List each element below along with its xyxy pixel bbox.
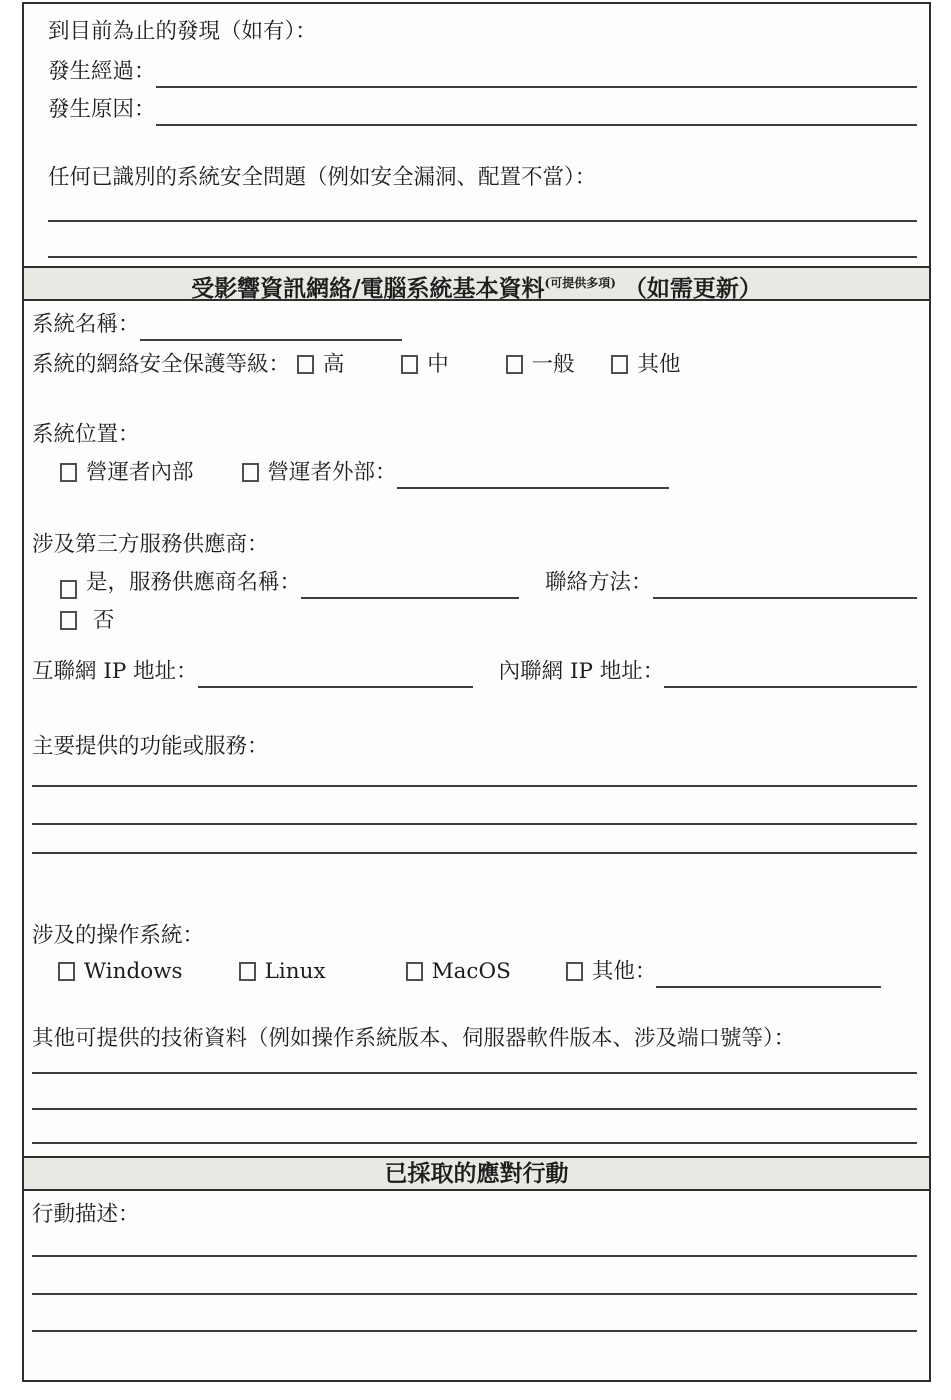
issues-write-line-1[interactable] bbox=[48, 220, 917, 222]
third-party-yes-checkbox[interactable] bbox=[60, 580, 77, 599]
protection-option-other: 其他 bbox=[611, 352, 680, 377]
location-internal-option: 營運者內部 bbox=[60, 457, 194, 489]
protection-option-general: 一般 bbox=[506, 352, 575, 377]
third-party-no-checkbox[interactable] bbox=[60, 611, 77, 630]
tech-info-label: 其他可提供的技術資料（例如操作系統版本、伺服器軟件版本、涉及端口號等）： bbox=[32, 1026, 796, 1051]
location-label: 系統位置： bbox=[32, 422, 140, 447]
services-write-line-2[interactable] bbox=[32, 823, 917, 825]
affected-system-title: 受影響資訊網絡/電腦系統基本資料 bbox=[191, 275, 545, 302]
affected-system-header bbox=[24, 266, 929, 301]
tech-info-write-line-1[interactable] bbox=[32, 1072, 917, 1074]
contact-method-write-line[interactable] bbox=[653, 573, 917, 599]
course-label: 發生經過： bbox=[48, 59, 156, 84]
ip-address-row bbox=[32, 656, 917, 688]
issues-label: 任何已識別的系統安全問題（例如安全漏洞、配置不當）： bbox=[48, 165, 597, 190]
services-write-line-3[interactable] bbox=[32, 852, 917, 854]
os-other-write-line[interactable] bbox=[656, 962, 881, 988]
protection-general-checkbox[interactable] bbox=[506, 355, 523, 374]
location-external-write-line[interactable] bbox=[397, 463, 669, 489]
third-party-no-row bbox=[32, 605, 917, 637]
os-option-other: 其他： bbox=[566, 956, 657, 988]
os-other-checkbox[interactable] bbox=[566, 962, 583, 981]
incident-report-form bbox=[22, 2, 931, 1382]
os-macos-checkbox[interactable] bbox=[406, 962, 423, 981]
services-write-line-1[interactable] bbox=[32, 785, 917, 787]
intranet-ip-write-line[interactable] bbox=[664, 662, 917, 688]
location-internal-checkbox[interactable] bbox=[60, 463, 77, 482]
intranet-ip-label: 內聯網 IP 地址： bbox=[498, 659, 665, 684]
affected-system-suffix: （如需更新） bbox=[623, 275, 762, 302]
protection-option-high: 高 bbox=[297, 352, 345, 377]
cause-label: 發生原因： bbox=[48, 97, 156, 122]
course-write-line[interactable] bbox=[156, 62, 917, 88]
third-party-contact-label: 聯絡方法： bbox=[545, 570, 653, 595]
tech-info-write-line-2[interactable] bbox=[32, 1108, 917, 1110]
protection-option-medium: 中 bbox=[401, 352, 449, 377]
system-name-row bbox=[32, 309, 917, 341]
location-external-checkbox[interactable] bbox=[242, 463, 259, 482]
os-label: 涉及的操作系統： bbox=[32, 923, 205, 948]
third-party-yes-row bbox=[32, 567, 917, 599]
protection-medium-checkbox[interactable] bbox=[401, 355, 418, 374]
action-write-line-3[interactable] bbox=[32, 1330, 917, 1332]
os-option-macos: MacOS bbox=[406, 956, 511, 988]
affected-system-superscript: (可提供多項) bbox=[544, 276, 616, 290]
system-name-label: 系統名稱： bbox=[32, 312, 140, 337]
action-write-line-1[interactable] bbox=[32, 1255, 917, 1257]
os-windows-checkbox[interactable] bbox=[58, 962, 75, 981]
services-label: 主要提供的功能或服務： bbox=[32, 734, 269, 759]
protection-high-checkbox[interactable] bbox=[297, 355, 314, 374]
location-options-row bbox=[32, 457, 917, 489]
third-party-yes-label: 是，服務供應商名稱： bbox=[86, 570, 302, 595]
findings-label: 到目前為止的發現（如有）： bbox=[48, 19, 317, 44]
os-option-windows: Windows bbox=[58, 956, 183, 988]
response-actions-section bbox=[24, 1191, 929, 1332]
system-details-section bbox=[24, 301, 929, 1156]
protection-label: 系統的網絡安全保護等級： bbox=[32, 352, 291, 377]
protection-level-row bbox=[32, 349, 917, 381]
provider-name-write-line[interactable] bbox=[301, 573, 519, 599]
action-desc-label: 行動描述： bbox=[32, 1202, 140, 1227]
protection-other-checkbox[interactable] bbox=[611, 355, 628, 374]
os-options-row bbox=[32, 956, 917, 988]
system-name-write-line[interactable] bbox=[140, 315, 402, 341]
third-party-label: 涉及第三方服務供應商： bbox=[32, 532, 269, 557]
internet-ip-label: 互聯網 IP 地址： bbox=[32, 659, 198, 684]
internet-ip-write-line[interactable] bbox=[198, 662, 473, 688]
findings-section bbox=[24, 4, 929, 266]
response-actions-title: 已採取的應對行動 bbox=[384, 1160, 569, 1187]
os-option-linux: Linux bbox=[239, 956, 326, 988]
cause-write-line[interactable] bbox=[156, 100, 917, 126]
location-external-option: 營運者外部： bbox=[242, 457, 397, 489]
os-linux-checkbox[interactable] bbox=[239, 962, 256, 981]
response-actions-header bbox=[24, 1156, 929, 1191]
third-party-no-label: 否 bbox=[92, 608, 115, 633]
action-write-line-2[interactable] bbox=[32, 1293, 917, 1295]
